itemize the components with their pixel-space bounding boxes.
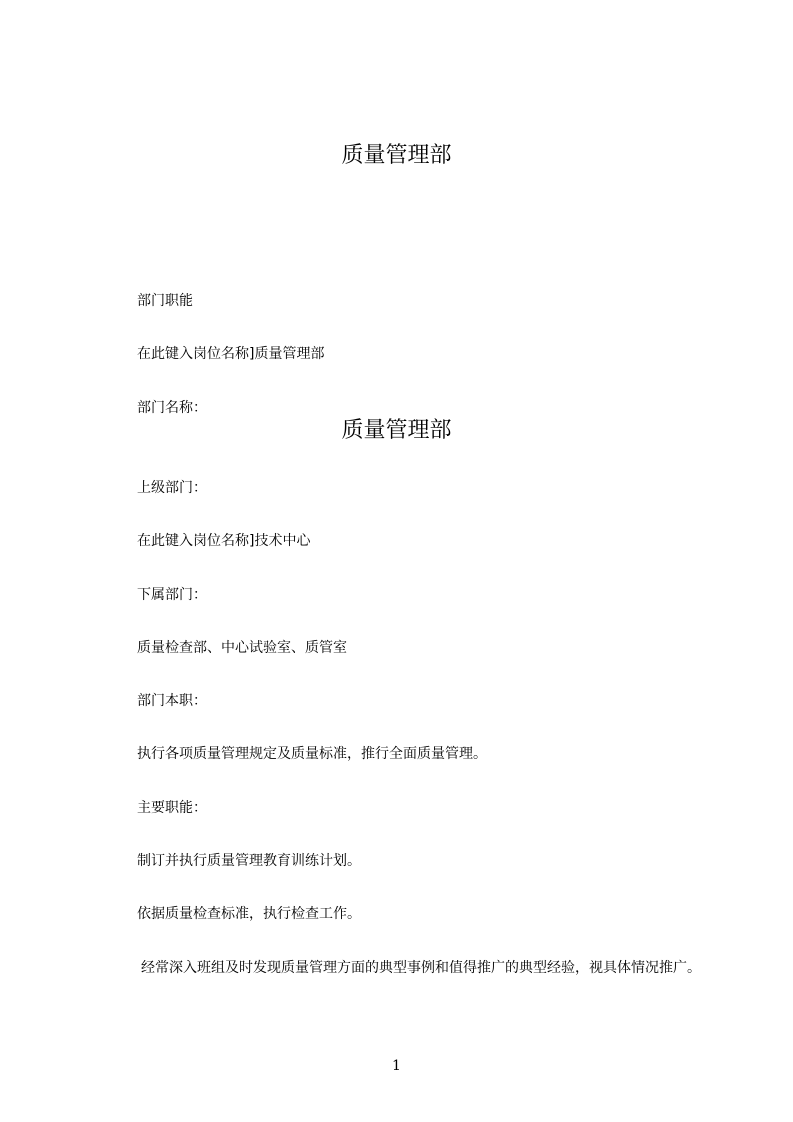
paragraph-parent-dept-label: 上级部门：	[137, 480, 207, 496]
paragraph-function-3: 经常深入班组及时发现质量管理方面的典型事例和值得推广的典型经验，视具体情况推广。	[141, 960, 701, 976]
paragraph-sub-dept-label: 下属部门：	[137, 587, 207, 603]
page-number: 1	[392, 1058, 401, 1074]
document-title: 质量管理部	[341, 143, 452, 168]
department-name-heading: 质量管理部	[341, 418, 452, 443]
paragraph-dept-name-label: 部门名称：	[137, 400, 207, 416]
paragraph-dept-function: 部门职能	[137, 293, 193, 309]
paragraph-position-name-2: 在此键入岗位名称]技术中心	[137, 533, 311, 549]
paragraph-duty-text: 执行各项质量管理规定及质量标准，推行全面质量管理。	[137, 746, 487, 762]
paragraph-sub-dept-list: 质量检查部、中心试验室、质管室	[137, 640, 347, 656]
paragraph-function-1: 制订并执行质量管理教育训练计划。	[137, 853, 361, 869]
paragraph-main-functions-label: 主要职能：	[137, 800, 207, 816]
paragraph-duty-label: 部门本职：	[137, 693, 207, 709]
paragraph-function-2: 依据质量检查标准，执行检查工作。	[137, 906, 361, 922]
paragraph-position-name-1: 在此键入岗位名称]质量管理部	[137, 346, 325, 362]
